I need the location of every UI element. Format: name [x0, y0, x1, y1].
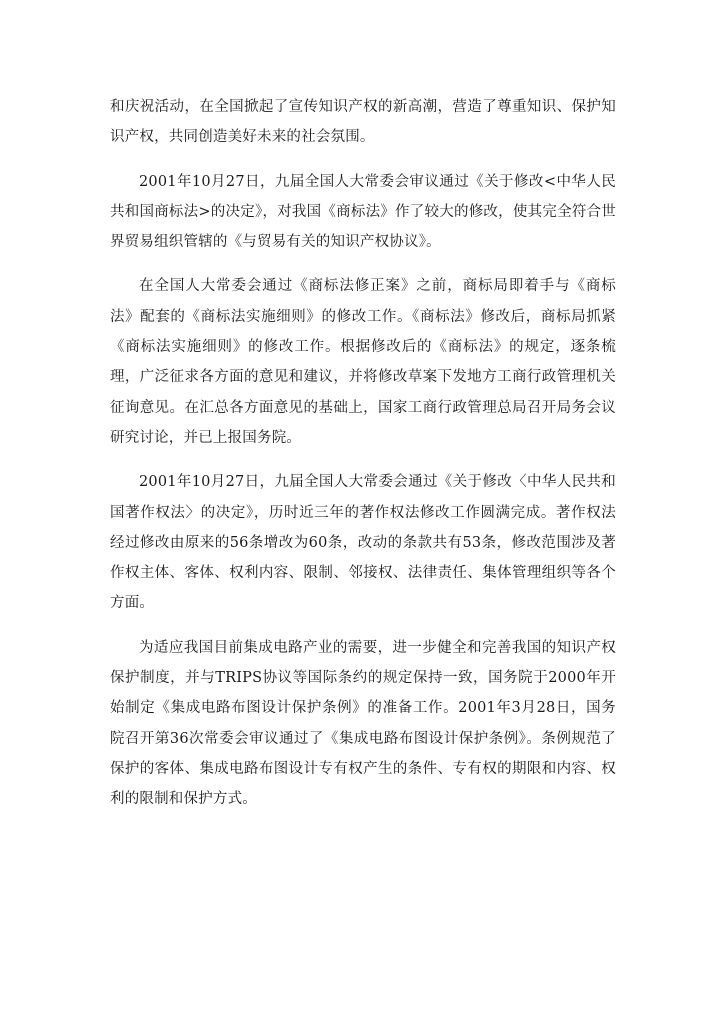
paragraph-trademark-law: 2001年10月27日，九届全国人大常委会审议通过《关于修改<中华人民共和国商标法>的决定》，对我国《商标法》作了较大的修改，使其完全符合世界贸易组织管辖的《与贸易有关的知识产权协议》。	[110, 173, 616, 251]
document-body	[110, 92, 616, 829]
paragraph-copyright-law: 2001年10月27日，九届全国人大常委会通过《关于修改〈中华人民共和国著作权法〉的决定》，历时近三年的著作权法修改工作圆满完成。著作权法经过修改由原来的56条增改为60条，改动的条款共有53条，修改范围涉及著作权主体、客体、权利内容、限制、邻接权、法律责任、集体管理组织等各个方面。	[110, 474, 616, 612]
paragraph-celebration: 和庆祝活动，在全国掀起了宣传知识产权的新高潮，营造了尊重知识、保护知识产权，共同创造美好未来的社会氛围。	[110, 99, 616, 146]
paragraph-integrated-circuit: 为适应我国目前集成电路产业的需要，进一步健全和完善我国的知识产权保护制度，并与TRIPS协议等国际条约的规定保持一致，国务院于2000年开始制定《集成电路布图设计保护条例》的准备工作。2001年3月28日，国务院召开第36次常委会审议通过了《集成电路布图设计保护条例》。条例规范了保护的客体、集成电路布图设计专有权产生的条件、专有权的期限和内容、权利的限制和保护方式。	[110, 639, 616, 808]
paragraph-trademark-rules: 在全国人大常委会通过《商标法修正案》之前，商标局即着手与《商标法》配套的《商标法实施细则》的修改工作。《商标法》修改后，商标局抓紧《商标法实施细则》的修改工作。根据修改后的《商标法》的规定，逐条梳理，广泛征求各方面的意见和建议，并将修改草案下发地方工商行政管理机关征询意见。在汇总各方面意见的基础上，国家工商行政管理总局召开局务会议研究讨论，并已上报国务院。	[110, 278, 616, 446]
